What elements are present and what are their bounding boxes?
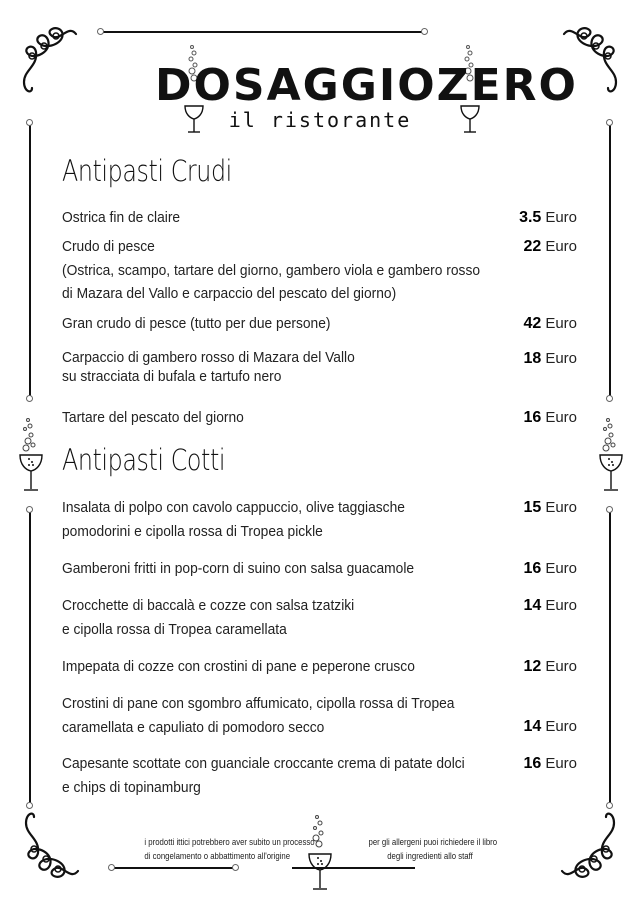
flourish-top-left-icon: [18, 22, 78, 97]
item-description: Ostrica fin de claire: [62, 209, 181, 226]
right-border-lower: [609, 510, 611, 803]
item-price: 16 Euro: [523, 560, 577, 577]
item-description: Crostini di pane con sgombro affumicato, cipolla rossa di Tropea caramellata e capuliato di pomodoro secco: [62, 695, 455, 736]
item-description: Capesante scottate con guanciale croccante crema di patate dolci e chips di topinamburg: [62, 755, 465, 796]
border-node: [26, 395, 33, 402]
footer-right-rule: [292, 867, 415, 869]
footer-note-allergens: per gli allergeni puoi richiedere il libro degli ingredienti allo staff: [368, 837, 498, 862]
left-border-upper: [29, 124, 31, 396]
flourish-bottom-right-icon: [560, 808, 620, 883]
menu-item: [62, 692, 577, 739]
item-description: Gran crudo di pesce (tutto per due persone): [62, 315, 331, 332]
border-node: [26, 506, 33, 513]
champagne-glass-footer-icon: [307, 812, 333, 892]
border-node: [606, 395, 613, 402]
border-node: [26, 119, 33, 126]
left-border-lower: [29, 510, 31, 803]
menu-item: [62, 752, 577, 799]
menu-item: [62, 496, 577, 543]
menu-item: [62, 406, 577, 430]
right-border-upper: [609, 124, 611, 396]
menu-item: [62, 206, 577, 230]
menu-item: [62, 557, 577, 581]
logo-title: DOSAGGIOZERO: [155, 60, 578, 111]
item-description: Crocchette di baccalà e cozze con salsa tzatziki e cipolla rossa di Tropea caramellata: [62, 597, 355, 638]
logo-subtitle: il ristorante: [228, 108, 412, 132]
item-price: 18 Euro: [523, 350, 577, 367]
item-price: 42 Euro: [523, 315, 577, 332]
menu-item: [62, 312, 577, 336]
menu-item: [62, 348, 577, 386]
section-title-cotti: Antipasti Cotti: [62, 443, 226, 477]
champagne-glass-right-icon: [598, 415, 624, 493]
border-node: [606, 506, 613, 513]
footer-note-frozen: i prodotti ittici potrebbero aver subito un processo di congelamento o abbattimento all'origine: [144, 837, 315, 862]
top-divider-right: [300, 31, 422, 33]
border-node: [606, 802, 613, 809]
item-description: Gamberoni fritti in pop-corn di suino con salsa guacamole: [62, 560, 415, 577]
menu-item: [62, 655, 577, 679]
item-description: Impepata di cozze con crostini di pane e peperone crusco: [62, 658, 415, 675]
item-description: Tartare del pescato del giorno: [62, 409, 244, 426]
divider-node: [421, 28, 428, 35]
item-price: 16 Euro: [523, 409, 577, 426]
divider-node: [108, 864, 115, 871]
divider-node: [97, 28, 104, 35]
item-price: 3.5 Euro: [519, 209, 577, 226]
item-description: Carpaccio di gambero rosso di Mazara del Vallo su stracciata di bufala e tartufo nero: [62, 349, 355, 385]
restaurant-logo: [155, 60, 578, 132]
item-price: 14 Euro: [523, 597, 577, 614]
champagne-glass-left-icon: [18, 415, 44, 493]
item-price: 12 Euro: [523, 658, 577, 675]
divider-node: [232, 864, 239, 871]
footer-divider-left: [112, 867, 234, 869]
menu-item: [62, 594, 577, 641]
item-price: 14 Euro: [523, 718, 577, 735]
section-title-crudi: Antipasti Crudi: [62, 154, 232, 188]
item-description: Crudo di pesce (Ostrica, scampo, tartare del giorno, gambero viola e gambero rosso di Mazara del Vallo e carpaccio del pescato del giorno): [62, 238, 481, 302]
flourish-bottom-left-icon: [20, 808, 80, 883]
item-price: 16 Euro: [523, 755, 577, 772]
item-price: 15 Euro: [523, 499, 577, 516]
item-description: Insalata di polpo con cavolo cappuccio, olive taggiasche pomodorini e cipolla rossa di Tropea pickle: [62, 499, 405, 540]
item-price: 22 Euro: [523, 238, 577, 255]
border-node: [26, 802, 33, 809]
border-node: [606, 119, 613, 126]
menu-item: [62, 235, 577, 306]
